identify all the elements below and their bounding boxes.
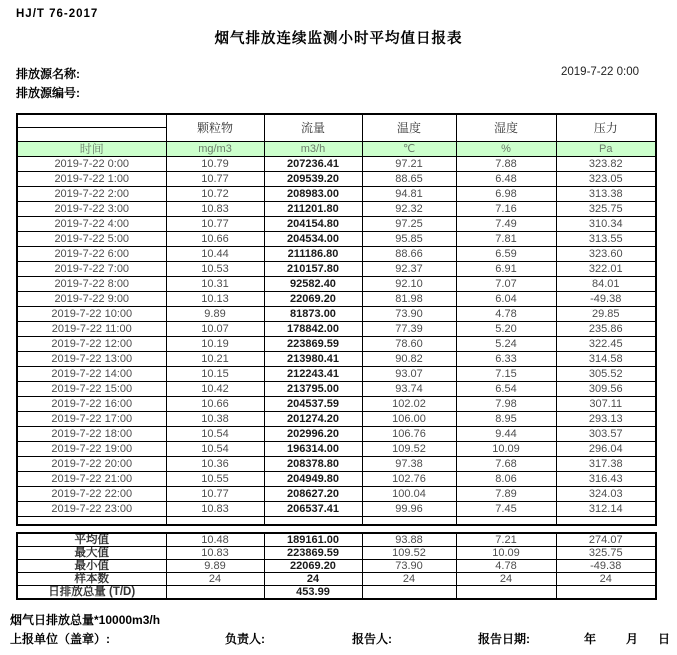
column-header-℃: 温度 (362, 114, 456, 141)
value-cell: 84.01 (556, 276, 656, 291)
page-title: 烟气排放连续监测小时平均值日报表 (214, 31, 463, 47)
value-cell: 102.02 (362, 396, 456, 411)
value-cell: 73.90 (362, 306, 456, 321)
value-cell: 10.31 (166, 276, 264, 291)
summary-value-cell: 93.88 (362, 533, 456, 547)
value-cell: 94.81 (362, 186, 456, 201)
value-cell: 10.15 (166, 366, 264, 381)
value-cell: 92582.40 (264, 276, 362, 291)
summary-label: 样本数 (17, 573, 166, 586)
value-cell: 7.49 (456, 216, 556, 231)
summary-value-cell: 7.21 (456, 533, 556, 547)
time-cell: 2019-7-22 22:00 (17, 486, 166, 501)
time-cell: 2019-7-22 6:00 (17, 246, 166, 261)
summary-value-cell: 24 (166, 573, 264, 586)
summary-value-cell: 223869.59 (264, 547, 362, 560)
value-cell: 10.77 (166, 171, 264, 186)
value-cell: 204949.80 (264, 471, 362, 486)
value-cell: 312.14 (556, 501, 656, 516)
value-cell: 325.75 (556, 201, 656, 216)
time-header-spacer (17, 127, 166, 141)
empty-cell (17, 516, 166, 525)
column-header-mg/m3: 颗粒物 (166, 114, 264, 141)
summary-value-cell: 9.89 (166, 560, 264, 573)
value-cell: 10.07 (166, 321, 264, 336)
table-row (17, 306, 656, 321)
value-cell: 296.04 (556, 441, 656, 456)
time-cell: 2019-7-22 4:00 (17, 216, 166, 231)
value-cell: 213980.41 (264, 351, 362, 366)
value-cell: 7.16 (456, 201, 556, 216)
unit-header: m3/h (264, 141, 362, 156)
value-cell: 7.45 (456, 501, 556, 516)
value-cell: 29.85 (556, 306, 656, 321)
value-cell: 100.04 (362, 486, 456, 501)
table-row (17, 471, 656, 486)
time-cell: 2019-7-22 14:00 (17, 366, 166, 381)
value-cell: 213795.00 (264, 381, 362, 396)
value-cell: 303.57 (556, 426, 656, 441)
value-cell: 223869.59 (264, 336, 362, 351)
summary-value-cell: 24 (264, 573, 362, 586)
value-cell: 10.55 (166, 471, 264, 486)
time-cell: 2019-7-22 12:00 (17, 336, 166, 351)
value-cell: 10.66 (166, 231, 264, 246)
value-cell: 10.13 (166, 291, 264, 306)
value-cell: 204534.00 (264, 231, 362, 246)
value-cell: 10.79 (166, 156, 264, 171)
table-row (17, 261, 656, 276)
table-row (17, 276, 656, 291)
value-cell: 7.15 (456, 366, 556, 381)
time-cell: 2019-7-22 18:00 (17, 426, 166, 441)
time-header-spacer (17, 114, 166, 127)
value-cell: 5.24 (456, 336, 556, 351)
table-row (17, 486, 656, 501)
table-row (17, 291, 656, 306)
value-cell: 92.10 (362, 276, 456, 291)
data-rows (17, 156, 656, 516)
value-cell: 10.42 (166, 381, 264, 396)
summary-row (17, 573, 656, 586)
time-cell: 2019-7-22 2:00 (17, 186, 166, 201)
table-row (17, 411, 656, 426)
table-row (17, 456, 656, 471)
summary-table (16, 532, 657, 600)
value-cell: 109.52 (362, 441, 456, 456)
summary-value-cell: 73.90 (362, 560, 456, 573)
empty-cell (166, 516, 264, 525)
table-row (17, 336, 656, 351)
unit-header: mg/m3 (166, 141, 264, 156)
time-cell: 2019-7-22 16:00 (17, 396, 166, 411)
report-date-label: 报告日期: (478, 632, 530, 646)
value-cell: 206537.41 (264, 501, 362, 516)
value-cell: 7.81 (456, 231, 556, 246)
value-cell: 6.54 (456, 381, 556, 396)
value-cell: 178842.00 (264, 321, 362, 336)
value-cell: 102.76 (362, 471, 456, 486)
table-row (17, 201, 656, 216)
summary-label: 日排放总量 (T/D) (17, 586, 166, 600)
value-cell: 322.01 (556, 261, 656, 276)
value-cell: 92.37 (362, 261, 456, 276)
value-cell: 6.04 (456, 291, 556, 306)
unit-header: ℃ (362, 141, 456, 156)
summary-value-cell: 24 (456, 573, 556, 586)
time-cell: 2019-7-22 11:00 (17, 321, 166, 336)
value-cell: 204154.80 (264, 216, 362, 231)
value-cell: 317.38 (556, 456, 656, 471)
summary-value-cell: 453.99 (264, 586, 362, 600)
value-cell: 81873.00 (264, 306, 362, 321)
summary-value-cell: 10.09 (456, 547, 556, 560)
value-cell: 5.20 (456, 321, 556, 336)
value-cell: 207236.41 (264, 156, 362, 171)
value-cell: 201274.20 (264, 411, 362, 426)
value-cell: 10.54 (166, 441, 264, 456)
value-cell: 4.78 (456, 306, 556, 321)
value-cell: 307.11 (556, 396, 656, 411)
value-cell: 9.44 (456, 426, 556, 441)
summary-value-cell: 325.75 (556, 547, 656, 560)
empty-cell (362, 516, 456, 525)
table-row (17, 351, 656, 366)
column-header-%: 湿度 (456, 114, 556, 141)
value-cell: 10.19 (166, 336, 264, 351)
value-cell: 93.07 (362, 366, 456, 381)
summary-value-cell (166, 586, 264, 600)
hourly-data-table (16, 113, 657, 526)
value-cell: 88.65 (362, 171, 456, 186)
unit-header: Pa (556, 141, 656, 156)
value-cell: 92.32 (362, 201, 456, 216)
value-cell: 6.91 (456, 261, 556, 276)
empty-row (17, 516, 656, 525)
value-cell: 323.82 (556, 156, 656, 171)
value-cell: 8.95 (456, 411, 556, 426)
summary-row (17, 547, 656, 560)
value-cell: 196314.00 (264, 441, 362, 456)
value-cell: 10.53 (166, 261, 264, 276)
value-cell: 106.00 (362, 411, 456, 426)
emission-total-note: 烟气日排放总量*10000m3/h (10, 613, 161, 627)
table-row (17, 171, 656, 186)
time-cell: 2019-7-22 15:00 (17, 381, 166, 396)
summary-row (17, 586, 656, 600)
responsible-label: 负责人: (225, 632, 265, 646)
value-cell: 323.05 (556, 171, 656, 186)
summary-rows (17, 533, 656, 599)
table-row (17, 231, 656, 246)
value-cell: 7.07 (456, 276, 556, 291)
table-row (17, 381, 656, 396)
value-cell: 10.77 (166, 216, 264, 231)
value-cell: 313.55 (556, 231, 656, 246)
value-cell: 10.09 (456, 441, 556, 456)
time-cell: 2019-7-22 17:00 (17, 411, 166, 426)
value-cell: 6.59 (456, 246, 556, 261)
value-cell: 7.88 (456, 156, 556, 171)
value-cell: 316.43 (556, 471, 656, 486)
summary-label: 最小值 (17, 560, 166, 573)
empty-cell (556, 516, 656, 525)
value-cell: 90.82 (362, 351, 456, 366)
value-cell: 99.96 (362, 501, 456, 516)
summary-value-cell: -49.38 (556, 560, 656, 573)
empty-cell (456, 516, 556, 525)
value-cell: 10.44 (166, 246, 264, 261)
time-cell: 2019-7-22 19:00 (17, 441, 166, 456)
summary-value-cell: 189161.00 (264, 533, 362, 547)
value-cell: -49.38 (556, 291, 656, 306)
value-cell: 10.83 (166, 501, 264, 516)
table-row (17, 441, 656, 456)
value-cell: 208983.00 (264, 186, 362, 201)
value-cell: 322.45 (556, 336, 656, 351)
summary-label: 最大值 (17, 547, 166, 560)
table-row (17, 321, 656, 336)
summary-value-cell (556, 586, 656, 600)
value-cell: 7.68 (456, 456, 556, 471)
summary-label: 平均值 (17, 533, 166, 547)
time-cell: 2019-7-22 13:00 (17, 351, 166, 366)
value-cell: 97.21 (362, 156, 456, 171)
value-cell: 10.21 (166, 351, 264, 366)
value-cell: 310.34 (556, 216, 656, 231)
value-cell: 210157.80 (264, 261, 362, 276)
source-name-label: 排放源名称: (16, 67, 80, 81)
value-cell: 10.83 (166, 201, 264, 216)
value-cell: 10.77 (166, 486, 264, 501)
value-cell: 6.98 (456, 186, 556, 201)
value-cell: 22069.20 (264, 291, 362, 306)
value-cell: 211186.80 (264, 246, 362, 261)
summary-value-cell: 24 (362, 573, 456, 586)
value-cell: 10.38 (166, 411, 264, 426)
value-cell: 235.86 (556, 321, 656, 336)
summary-value-cell: 109.52 (362, 547, 456, 560)
day-label: 日 (658, 632, 671, 646)
value-cell: 208378.80 (264, 456, 362, 471)
value-cell: 77.39 (362, 321, 456, 336)
table-row (17, 246, 656, 261)
value-cell: 78.60 (362, 336, 456, 351)
summary-value-cell: 274.07 (556, 533, 656, 547)
value-cell: 8.06 (456, 471, 556, 486)
summary-value-cell: 24 (556, 573, 656, 586)
value-cell: 314.58 (556, 351, 656, 366)
header-row-labels (17, 114, 656, 127)
value-cell: 93.74 (362, 381, 456, 396)
value-cell: 305.52 (556, 366, 656, 381)
standard-number: HJ/T 76-2017 (16, 8, 99, 20)
value-cell: 293.13 (556, 411, 656, 426)
summary-value-cell (456, 586, 556, 600)
value-cell: 10.72 (166, 186, 264, 201)
value-cell: 6.33 (456, 351, 556, 366)
table-row (17, 396, 656, 411)
value-cell: 202996.20 (264, 426, 362, 441)
summary-value-cell: 4.78 (456, 560, 556, 573)
value-cell: 7.89 (456, 486, 556, 501)
value-cell: 323.60 (556, 246, 656, 261)
unit-header: % (456, 141, 556, 156)
summary-row (17, 533, 656, 547)
value-cell: 313.38 (556, 186, 656, 201)
table-row (17, 216, 656, 231)
value-cell: 10.54 (166, 426, 264, 441)
time-cell: 2019-7-22 3:00 (17, 201, 166, 216)
summary-value-cell: 10.48 (166, 533, 264, 547)
value-cell: 6.48 (456, 171, 556, 186)
empty-cell (264, 516, 362, 525)
value-cell: 106.76 (362, 426, 456, 441)
month-label: 月 (626, 632, 639, 646)
summary-value-cell: 22069.20 (264, 560, 362, 573)
time-cell: 2019-7-22 1:00 (17, 171, 166, 186)
table-row (17, 366, 656, 381)
value-cell: 211201.80 (264, 201, 362, 216)
value-cell: 7.98 (456, 396, 556, 411)
year-label: 年 (584, 632, 597, 646)
header-row-units (17, 141, 656, 156)
time-cell: 2019-7-22 5:00 (17, 231, 166, 246)
table-row (17, 186, 656, 201)
value-cell: 212243.41 (264, 366, 362, 381)
report-unit-label: 上报单位（盖章）: (10, 632, 110, 646)
value-cell: 97.25 (362, 216, 456, 231)
value-cell: 88.66 (362, 246, 456, 261)
time-cell: 2019-7-22 21:00 (17, 471, 166, 486)
reporter-label: 报告人: (352, 632, 392, 646)
column-header-Pa: 压力 (556, 114, 656, 141)
summary-row (17, 560, 656, 573)
time-cell: 2019-7-22 7:00 (17, 261, 166, 276)
summary-value-cell (362, 586, 456, 600)
value-cell: 95.85 (362, 231, 456, 246)
report-datetime: 2019-7-22 0:00 (560, 66, 639, 78)
summary-value-cell: 10.83 (166, 547, 264, 560)
table-row (17, 501, 656, 516)
value-cell: 10.66 (166, 396, 264, 411)
time-cell: 2019-7-22 0:00 (17, 156, 166, 171)
time-cell: 2019-7-22 10:00 (17, 306, 166, 321)
value-cell: 309.56 (556, 381, 656, 396)
table-row (17, 426, 656, 441)
time-column-header: 时间 (17, 141, 166, 156)
column-header-m3/h: 流量 (264, 114, 362, 141)
value-cell: 324.03 (556, 486, 656, 501)
time-cell: 2019-7-22 20:00 (17, 456, 166, 471)
value-cell: 204537.59 (264, 396, 362, 411)
value-cell: 9.89 (166, 306, 264, 321)
time-cell: 2019-7-22 23:00 (17, 501, 166, 516)
value-cell: 97.38 (362, 456, 456, 471)
value-cell: 81.98 (362, 291, 456, 306)
table-row (17, 156, 656, 171)
report-tables (16, 113, 655, 600)
value-cell: 209539.20 (264, 171, 362, 186)
time-cell: 2019-7-22 9:00 (17, 291, 166, 306)
source-id-label: 排放源编号: (16, 86, 80, 100)
time-cell: 2019-7-22 8:00 (17, 276, 166, 291)
value-cell: 10.36 (166, 456, 264, 471)
value-cell: 208627.20 (264, 486, 362, 501)
